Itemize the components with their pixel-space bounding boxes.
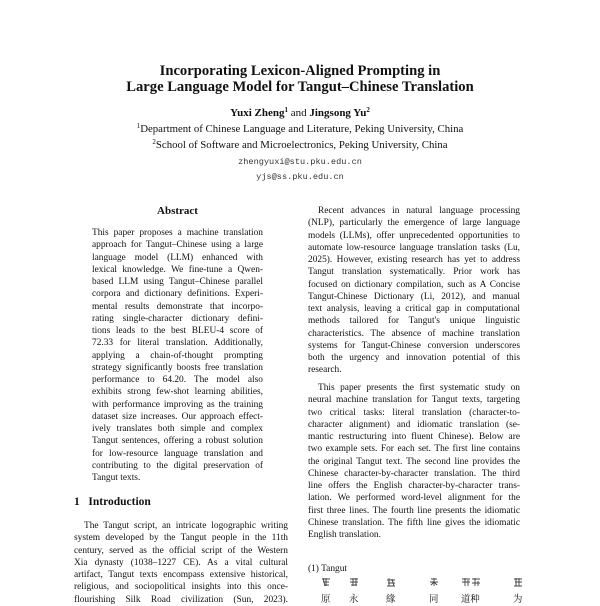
text-line: ively translates both simple and complex [92,424,263,434]
text-line: two critical tasks: literal translation (character-to- [308,407,520,418]
email-1[interactable]: zhengyuxi@stu.pku.edu.cn [238,157,362,167]
text-line: corpora and dictionary definitions. Experi- [92,289,263,300]
text-line: exhibits strong few-shot learning abilities, [92,387,263,398]
section-number: 1 [74,496,80,508]
text-line: based LLM using Tangut–Chinese parallel [92,277,263,287]
affiliation-text: School of Software and Microelectronics, Peking University, China [155,139,448,151]
text-line: century, served as the official script of the Western [74,545,288,556]
introduction-body [74,520,288,606]
affiliation-marker: 1 [284,106,288,114]
text-line: both the urgency and innovation potential of this [308,353,520,363]
text-line: lexical knowledge. We fine-tune a Qwen- [92,264,263,275]
affiliation-marker: 2 [366,106,370,114]
text-line: contributing to the digital preservation of [92,460,263,471]
text-line: Tangut translation systematically. Prior work has [308,267,520,278]
text-line: neural machine translation for Tangut texts, targeting [308,395,520,406]
text-line: applying a chain-of-thought prompting [92,350,263,361]
tangut-glyph [461,577,481,587]
text-line: religious, and sociopolitical insights into this once- [74,582,288,593]
text-line: Tangut-Chinese Dictionary (Li, 2012), and manual [308,291,520,302]
affiliation-2 [0,139,600,151]
text-line: 2025). However, existing research has yet to address [308,255,520,265]
text-line: line offers the English character-by-character trans- [308,481,520,491]
text-line: strategy significantly boosts free translation [92,362,263,373]
chinese-gloss-word: 緣 [386,595,396,605]
tangut-glyph [429,577,439,587]
text-line: Xia dynasty (1038–1227 CE). As a vital cultural [74,557,288,568]
text-line: dataset size increases. Our approach effect- [92,411,263,422]
text-line: English translation. [308,530,381,540]
text-line: language model (LLM) enhanced with [92,252,263,263]
text-line: research. [308,365,342,376]
text-line: text analysis, leaving a critical gap in computational [308,304,520,314]
text-line: mental results demonstrate that incorpo- [92,301,263,312]
email-2[interactable]: yjs@ss.pku.edu.cn [256,172,344,182]
text-line: Tangut texts. [92,473,141,483]
right-paragraph-2 [308,382,520,541]
example-label: (1) Tangut [308,564,348,574]
text-line: systems for Tangut-Chinese conversion underscores [308,340,520,351]
text-line: with performance improving as the training [92,399,263,410]
chinese-gloss-word: 永 [349,595,359,605]
affiliation-marker: 1 [136,122,141,130]
text-line: The Tangut script, an intricate logographic writing [84,521,288,531]
authors [0,107,600,119]
chinese-gloss-word: 道种 [461,595,480,605]
section-heading-introduction [74,496,151,508]
text-line: Tangut sentences, offering a robust solution [92,436,263,447]
abstract-heading: Abstract [157,205,198,217]
tangut-glyph [513,577,523,587]
text-line: first three lines. The fourth line presents the idiomatic [308,505,520,516]
text-line: mantic restructuring into fluent Chinese). Below are [308,432,520,442]
text-line: artifact, Tangut texts encompass extensive historical, [74,570,288,580]
affiliation-marker: 2 [152,138,156,146]
text-line: (NLP), particularly the emergence of large language [308,218,520,229]
text-line: flourishing Silk Road civilization (Sun, 2023). [74,594,288,605]
section-title: Introduction [88,496,151,508]
text-line: This paper proposes a machine translation [92,228,263,238]
text-line: lation. We performed word-level alignment for the [308,493,520,504]
text-line: system developed by the Tangut people in the 11th [74,533,288,544]
tangut-glyph [349,577,359,587]
author-conjunction: and [290,107,307,119]
paper-title-line-1: Incorporating Lexicon-Aligned Prompting in [159,63,441,79]
text-line: Recent advances in natural language processing [318,206,520,216]
text-line: This paper presents the first systematic study on [318,383,520,393]
chinese-gloss-word: 原 [321,595,331,605]
text-line: the original Tangut text. The second line provides the [308,456,520,467]
text-line: Chinese translation. The fifth line gives the idiomatic [308,517,520,528]
text-line: rating single-character dictionary defini- [92,313,263,324]
text-line: automate low-resource language translation tasks (Lu, [308,242,520,253]
paper-title-line-2: Large Language Model for Tangut–Chinese Translation [126,79,474,95]
text-line: models (LLMs), offer unprecedented opportunities to [308,230,520,241]
abstract-body [92,227,263,484]
text-line: characteristics. The absence of machine translation [308,328,520,339]
author-name: Jingsong Yu [309,107,367,119]
text-line: performance to 64.20. The model also [92,375,263,385]
text-line: character alignment) and idiomatic translation (se- [308,419,520,430]
text-line: two example sets. For each set. The first line contains [308,444,520,455]
tangut-glyph [386,577,396,587]
text-line: focused on dictionary compilation, such as A Concise [308,279,520,290]
author-name: Yuxi Zheng [230,107,285,119]
text-line: methods tailored for Tangut's unique linguistic [308,316,520,327]
chinese-gloss-word: 同 [429,595,439,605]
chinese-gloss-word: 为 [513,595,523,605]
text-line: 72.33 for literal translation. Additionally, [92,338,263,349]
text-line: Chinese character-by-character translation. The third [308,468,520,479]
text-line: tions leads to the best BLEU-4 score of [92,326,263,336]
text-line: approach for Tangut–Chinese using a large [92,240,263,251]
tangut-glyph [321,577,331,587]
affiliation-text: Department of Chinese Language and Literature, Peking University, China [140,123,464,135]
right-paragraph-1 [308,205,520,377]
affiliation-1 [0,123,600,135]
text-line: for low-resource language translation and [92,448,263,459]
